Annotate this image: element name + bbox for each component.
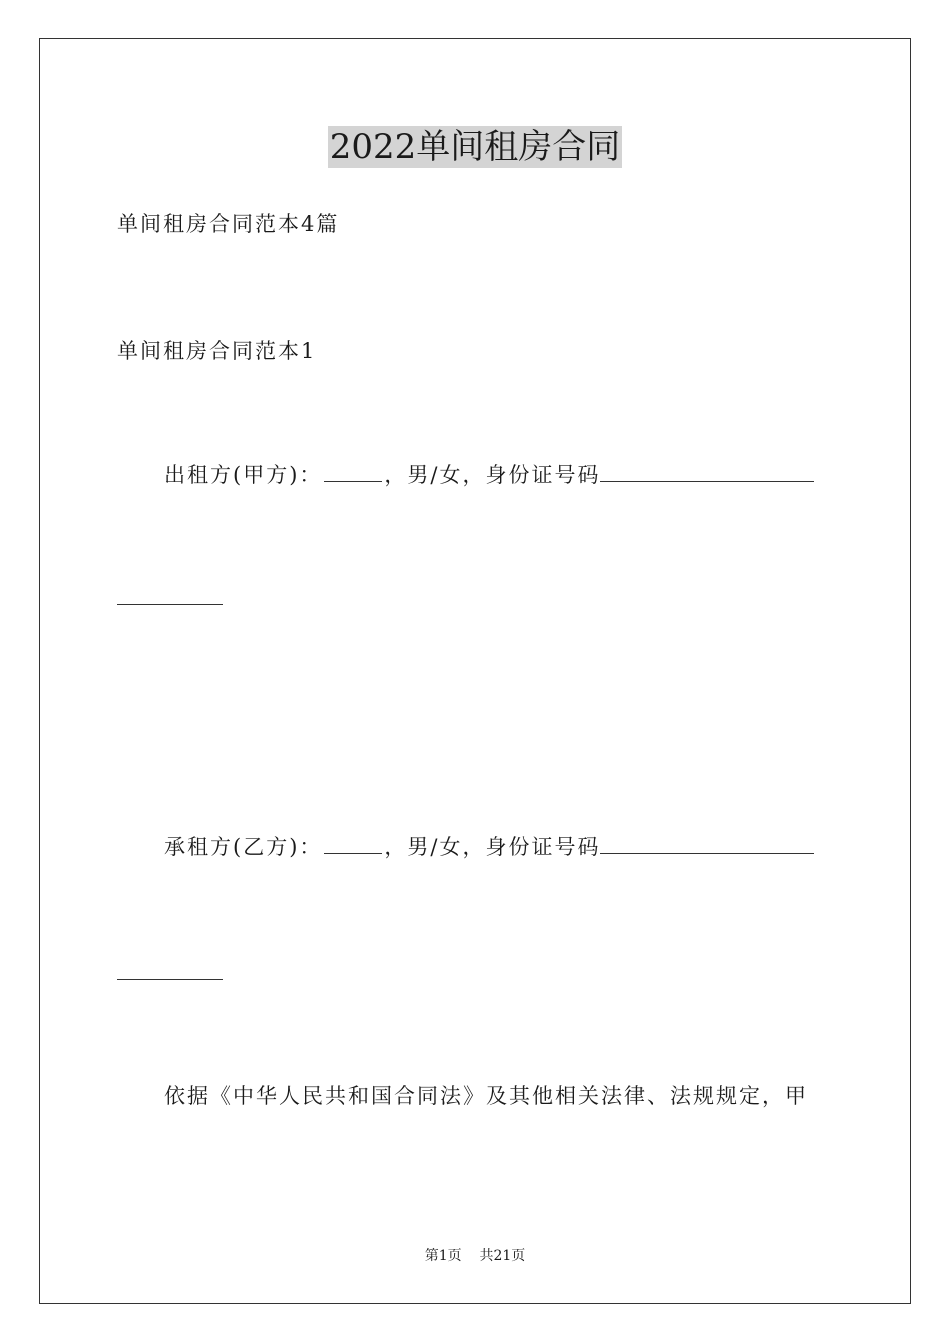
party-b-label: 承租方(乙方)：	[164, 835, 323, 859]
party-b-id-blank	[600, 833, 814, 854]
party-b-line	[164, 833, 814, 861]
party-a-line	[164, 461, 814, 489]
party-a-label: 出租方(甲方)：	[164, 463, 323, 487]
legal-basis-text: 依据《中华人民共和国合同法》及其他相关法律、法规规定，甲	[164, 1084, 808, 1108]
section-heading: 单间租房合同范本1	[117, 339, 317, 363]
party-a-id-blank	[600, 461, 814, 482]
party-a-gender-id: ，男/女，身份证号码	[384, 463, 601, 487]
party-b-name-blank	[324, 833, 382, 854]
title-container	[0, 126, 950, 168]
party-a-name-blank	[324, 461, 382, 482]
document-subtitle: 单间租房合同范本4篇	[117, 212, 340, 236]
party-b-gender-id: ，男/女，身份证号码	[384, 835, 601, 859]
document-title: 2022单间租房合同	[329, 127, 621, 167]
party-a-id-blank-continued	[117, 604, 223, 605]
page-footer: 第1页 共21页	[424, 1248, 526, 1264]
party-b-id-blank-continued	[117, 979, 223, 980]
